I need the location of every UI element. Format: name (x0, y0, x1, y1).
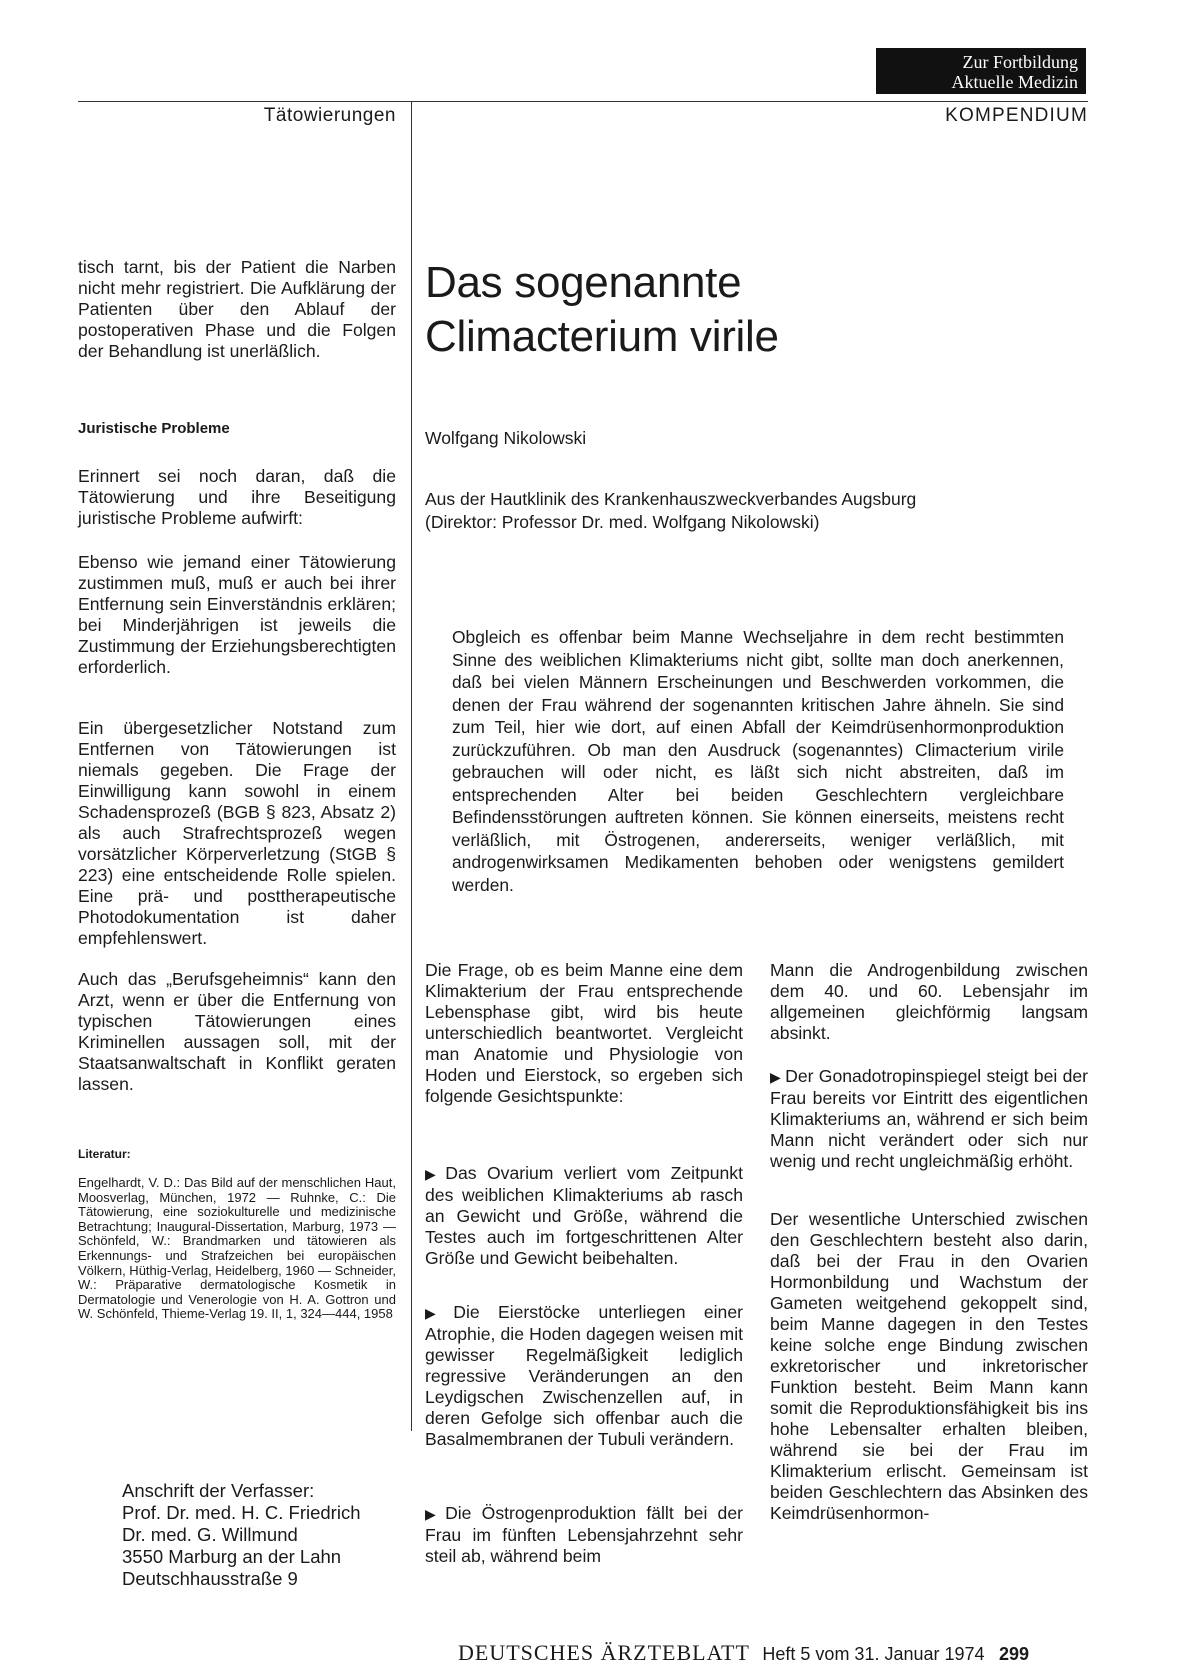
address-line: Anschrift der Verfasser: (122, 1480, 315, 1501)
right-continuation-paragraph: Mann die Androgenbildung zwischen dem 40. und 60. Lebensjahr im allgemeinen gleichförmig langsam absinkt. (770, 960, 1088, 1043)
address-line: 3550 Marburg an der Lahn (122, 1546, 342, 1567)
title-line-1: Das sogenannte (425, 258, 742, 307)
left-paragraph-1: Erinnert sei noch daran, daß die Tätowierung und ihre Beseitigung juristische Probleme aufwirft: (78, 466, 396, 528)
bullet-arrow-icon: ▶ (425, 1305, 450, 1321)
bullet-text: Das Ovarium verliert vom Zeitpunkt des weiblichen Klimakteriums ab rasch an Gewicht und Größe, während die Testes auch im fortgeschrittenen Alter Größe und Gewicht beibehalten. (425, 1163, 743, 1268)
author-address (122, 1480, 412, 1590)
affiliation-line-1: Aus der Hautklinik des Krankenhauszweckverbandes Augsburg (425, 489, 917, 509)
address-line: Dr. med. G. Willmund (122, 1524, 298, 1545)
article-title (425, 256, 1088, 364)
bullet-text: Der Gonadotropinspiegel steigt bei der Frau bereits vor Eintritt des eigentlichen Klimakteriums an, während er sich beim Mann nicht verändert oder sich nur wenig und recht ungleichmäßig erhöht. (770, 1066, 1088, 1171)
literature-label: Literatur: (78, 1147, 131, 1161)
address-line: Deutschhausstraße 9 (122, 1568, 298, 1589)
issue-info: Heft 5 vom 31. Januar 1974 (762, 1644, 985, 1664)
running-head-right: KOMPENDIUM (945, 105, 1088, 126)
bullet-arrow-icon: ▶ (770, 1069, 782, 1085)
middle-bullet-1 (425, 1163, 743, 1269)
article-abstract: Obgleich es offenbar beim Manne Wechseljahre in dem recht bestimmten Sinne des weiblichen Klimakteriums nicht gibt, sollte man doch anerkennen, daß bei vielen Männern Erscheinungen und Beschwerden vorkommen, die denen der Frau während der sogenannten kritischen Jahre ähneln. Sie sind zum Teil, hier wie dort, auf einen Abfall der Keimdrüsenhormonproduktion zurückzuführen. Ob man den Ausdruck (sogenanntes) Climacterium virile gebrauchen will oder nicht, es läßt sich nicht abstreiten, daß im entsprechenden Alter bei beiden Geschlechtern vergleichbare Befindensstörungen auftreten können. Sie können einerseits, meistens recht verläßlich, mit Östrogenen, andererseits, weniger verläßlich, mit androgenwirksamen Medikamenten behoben oder wenigstens gemildert werden. (452, 627, 1064, 895)
page-footer (458, 1640, 1088, 1666)
middle-bullet-3 (425, 1503, 743, 1567)
affiliation-line-2: (Direktor: Professor Dr. med. Wolfgang Nikolowski) (425, 512, 820, 532)
header-rule (78, 101, 1088, 102)
bullet-text: Die Östrogenproduktion fällt bei der Frau im fünften Lebensjahrzehnt sehr steil ab, während beim (425, 1503, 743, 1566)
title-line-2: Climacterium virile (425, 312, 779, 361)
middle-bullet-2 (425, 1302, 743, 1450)
journal-name: DEUTSCHES ÄRZTEBLATT (458, 1640, 750, 1665)
column-divider (411, 101, 412, 1431)
article-author: Wolfgang Nikolowski (425, 428, 587, 448)
section-badge (876, 48, 1086, 94)
left-intro-paragraph: tisch tarnt, bis der Patient die Narben nicht mehr registriert. Die Aufklärung der Patienten über den Ablauf der postoperativen Phase und die Folgen der Behandlung ist unerläßlich. (78, 257, 396, 361)
section-heading: Juristische Probleme (78, 420, 230, 437)
bullet-arrow-icon: ▶ (425, 1506, 442, 1522)
article-affiliation (425, 488, 1088, 534)
running-head-left: Tätowierungen (263, 105, 396, 126)
bullet-arrow-icon: ▶ (425, 1166, 442, 1182)
right-bullet (770, 1066, 1088, 1172)
left-paragraph-2: Ebenso wie jemand einer Tätowierung zustimmen muß, muß er auch bei ihrer Entfernung sein Einverständnis erklären; bei Minderjährigen ist jeweils die Zustimmung der Erziehungsberechtigten erforderlich. (78, 552, 396, 677)
page-number: 299 (999, 1644, 1030, 1664)
left-paragraph-4: Auch das „Berufsgeheimnis“ kann den Arzt, wenn er über die Entfernung von typischen Tätowierungen eines Kriminellen aussagen soll, mit der Staatsanwaltschaft in Konflikt geraten lassen. (78, 969, 396, 1094)
badge-line-1: Zur Fortbildung (962, 52, 1078, 72)
right-paragraph: Der wesentliche Unterschied zwischen den Geschlechtern besteht also darin, daß bei der Frau in den Ovarien Hormonbildung und Wachstum der Gameten weitgehend gekoppelt sind, beim Manne dagegen in den Testes keine solche enge Bindung zwischen exkretorischer und inkretorischer Funktion besteht. Beim Mann kann somit die Reproduktionsfähigkeit bis ins hohe Lebensalter erhalten bleiben, während sie bei der Frau im Klimakterium erlischt. Gemeinsam ist beiden Geschlechtern das Absinken des Keimdrüsenhormon- (770, 1209, 1088, 1523)
middle-intro-paragraph: Die Frage, ob es beim Manne eine dem Klimakterium der Frau entsprechende Lebensphase gibt, wird bis heute unterschiedlich beantwortet. Vergleicht man Anatomie und Physiologie von Hoden und Eierstock, so ergeben sich folgende Gesichtspunkte: (425, 960, 743, 1106)
bullet-text: Die Eierstöcke unterliegen einer Atrophie, die Hoden dagegen weisen mit gewisser Regelmäßigkeit lediglich regressive Veränderungen an den Leydigschen Zwischenzellen auf, in deren Gefolge sich offenbar auch die Basalmembranen der Tubuli verändern. (425, 1302, 743, 1449)
left-paragraph-3: Ein übergesetzlicher Notstand zum Entfernen von Tätowierungen ist niemals gegeben. Die Frage der Einwilligung kann sowohl in einem Schadensprozeß (BGB § 823, Absatz 2) als auch Strafrechtsprozeß wegen vorsätzlicher Körperverletzung (StGB § 223) eine entscheidende Rolle spielen. Eine prä- und posttherapeutische Photodokumentation ist daher empfehlenswert. (78, 718, 396, 948)
address-line: Prof. Dr. med. H. C. Friedrich (122, 1502, 361, 1523)
literature-list: Engelhardt, V. D.: Das Bild auf der menschlichen Haut, Moosverlag, München, 1972 — Ruhnke, C.: Die Tätowierung, eine soziokulturelle und medizinische Betrachtung; Inaugural-Dissertation, Marburg, 1973 — Schönfeld, W.: Brandmarken und tätowieren als Erkennungs- und Strafzeichen bei europäischen Völkern, Hüthig-Verlag, Heidelberg, 1960 — Schneider, W.: Präparative dermatologische Kosmetik in Dermatologie und Venerologie von H. A. Gottron und W. Schönfeld, Thieme-Verlag 19. II, 1, 324—444, 1958 (78, 1175, 396, 1322)
badge-line-2: Aktuelle Medizin (951, 72, 1078, 92)
